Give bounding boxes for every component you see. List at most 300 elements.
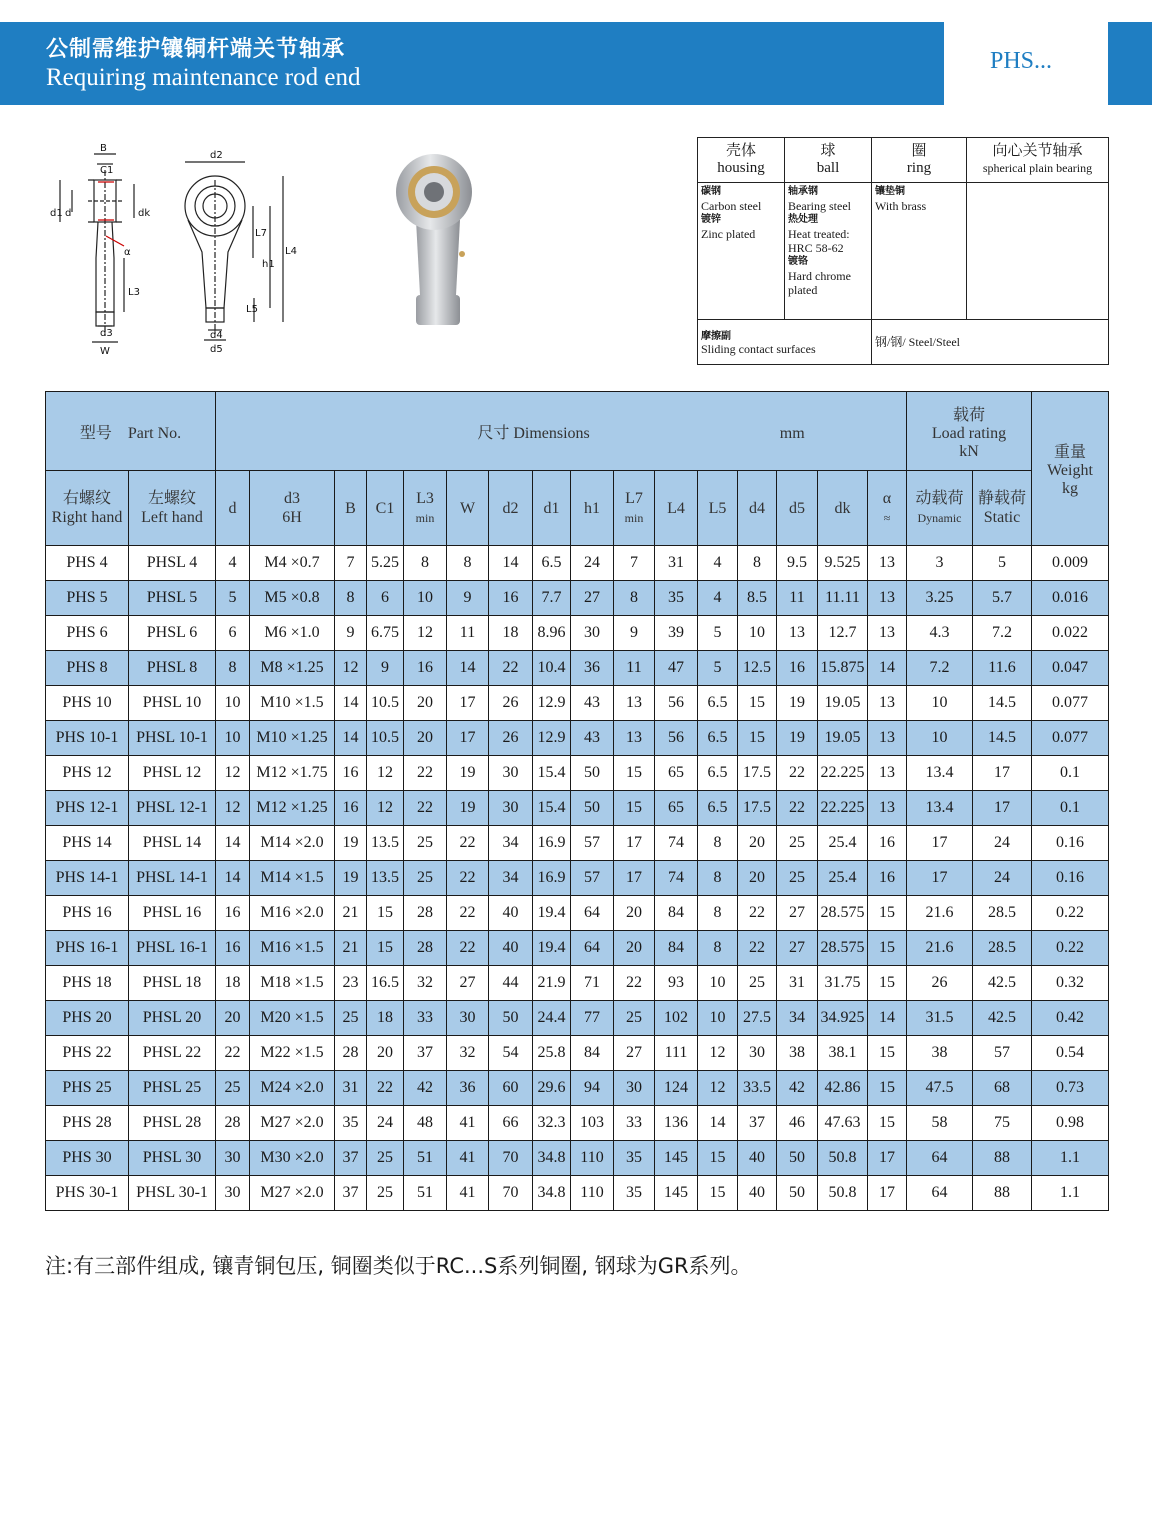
table-cell: 13.5 <box>367 826 404 861</box>
table-cell: 0.16 <box>1032 826 1109 861</box>
table-cell: 0.009 <box>1032 546 1109 581</box>
table-cell: 16 <box>868 826 907 861</box>
table-cell: 11.6 <box>973 651 1032 686</box>
table-cell: PHS 18 <box>46 966 129 1001</box>
col-B: B <box>335 471 367 546</box>
col-d3: d3 6H <box>250 471 335 546</box>
table-row <box>46 581 1109 616</box>
table-cell: 38 <box>777 1036 818 1071</box>
table-cell: 0.73 <box>1032 1071 1109 1106</box>
table-cell: 20 <box>404 721 447 756</box>
table-cell: 66 <box>489 1106 533 1141</box>
table-cell: 25 <box>367 1176 404 1211</box>
table-cell: 14 <box>216 826 250 861</box>
table-cell: PHSL 4 <box>129 546 216 581</box>
table-cell: 28 <box>216 1106 250 1141</box>
table-cell: 31.75 <box>818 966 868 1001</box>
col-d4: d4 <box>738 471 777 546</box>
table-cell: 136 <box>655 1106 698 1141</box>
table-cell: 84 <box>655 931 698 966</box>
table-cell: 43 <box>571 686 614 721</box>
table-cell: 12.9 <box>533 721 571 756</box>
table-cell: 14 <box>216 861 250 896</box>
table-cell: 15 <box>614 791 655 826</box>
table-cell: 6.5 <box>698 791 738 826</box>
table-cell: 16 <box>868 861 907 896</box>
table-cell: 4 <box>698 581 738 616</box>
table-cell: 46 <box>777 1106 818 1141</box>
table-cell: 5 <box>216 581 250 616</box>
table-cell: 25 <box>335 1001 367 1036</box>
table-cell: 13.4 <box>907 756 973 791</box>
table-row <box>46 826 1109 861</box>
table-cell: 10 <box>738 616 777 651</box>
table-cell: 34.8 <box>533 1176 571 1211</box>
table-cell: 71 <box>571 966 614 1001</box>
table-cell: 50 <box>777 1176 818 1211</box>
table-cell: 19.4 <box>533 896 571 931</box>
table-cell: 70 <box>489 1141 533 1176</box>
table-cell: 18 <box>489 616 533 651</box>
table-cell: 51 <box>404 1176 447 1211</box>
table-cell: 22 <box>489 651 533 686</box>
col-d1: d1 <box>533 471 571 546</box>
table-cell: M27 ×2.0 <box>250 1176 335 1211</box>
table-cell: 32.3 <box>533 1106 571 1141</box>
table-cell: 5 <box>698 616 738 651</box>
table-cell: 40 <box>489 931 533 966</box>
table-cell: 20 <box>404 686 447 721</box>
table-cell: M16 ×1.5 <box>250 931 335 966</box>
table-cell: 17 <box>907 826 973 861</box>
table-cell: 110 <box>571 1176 614 1211</box>
title-zh: 公制需维护镶铜杆端关节轴承 <box>46 37 346 62</box>
table-cell: 31 <box>777 966 818 1001</box>
table-cell: 56 <box>655 686 698 721</box>
table-cell: PHS 14-1 <box>46 861 129 896</box>
col-L4: L4 <box>655 471 698 546</box>
table-cell: 0.98 <box>1032 1106 1109 1141</box>
table-cell: 8 <box>698 931 738 966</box>
table-cell: 8 <box>404 546 447 581</box>
dimensions-table <box>45 391 1109 1211</box>
table-cell: 70 <box>489 1176 533 1211</box>
table-cell: 33 <box>614 1106 655 1141</box>
dim-label-C1: C1 <box>100 165 114 176</box>
table-cell: 1.1 <box>1032 1141 1109 1176</box>
table-cell: 36 <box>447 1071 489 1106</box>
table-cell: 15 <box>868 1036 907 1071</box>
table-cell: 24 <box>973 861 1032 896</box>
technical-drawing <box>48 140 300 362</box>
table-cell: 14 <box>335 721 367 756</box>
table-cell: 30 <box>447 1001 489 1036</box>
mat-sliding-label: 摩擦副 Sliding contact surfaces <box>698 319 872 364</box>
table-cell: 10 <box>404 581 447 616</box>
dim-label-d5: d5 <box>210 344 223 355</box>
table-cell: 10.4 <box>533 651 571 686</box>
table-cell: 21.6 <box>907 896 973 931</box>
table-cell: 64 <box>907 1141 973 1176</box>
table-cell: 15 <box>367 931 404 966</box>
table-cell: 41 <box>447 1141 489 1176</box>
table-cell: 0.42 <box>1032 1001 1109 1036</box>
table-cell: PHSL 16-1 <box>129 931 216 966</box>
table-cell: 22 <box>738 931 777 966</box>
title-banner <box>0 22 944 105</box>
table-cell: 10 <box>698 966 738 1001</box>
table-cell: M30 ×2.0 <box>250 1141 335 1176</box>
table-cell: 19.05 <box>818 721 868 756</box>
table-cell: 58 <box>907 1106 973 1141</box>
table-cell: 15.4 <box>533 791 571 826</box>
table-cell: PHSL 28 <box>129 1106 216 1141</box>
table-cell: M14 ×1.5 <box>250 861 335 896</box>
table-cell: 14 <box>868 651 907 686</box>
table-cell: 39 <box>655 616 698 651</box>
col-d2: d2 <box>489 471 533 546</box>
table-cell: 41 <box>447 1106 489 1141</box>
table-cell: 30 <box>216 1176 250 1211</box>
table-cell: 0.22 <box>1032 931 1109 966</box>
table-cell: PHS 12 <box>46 756 129 791</box>
table-cell: PHS 16-1 <box>46 931 129 966</box>
table-cell: 25 <box>738 966 777 1001</box>
table-cell: 22 <box>216 1036 250 1071</box>
table-cell: M6 ×1.0 <box>250 616 335 651</box>
table-cell: 22 <box>447 861 489 896</box>
table-cell: 34.8 <box>533 1141 571 1176</box>
table-row <box>46 1176 1109 1211</box>
table-cell: 12 <box>367 756 404 791</box>
table-cell: 8 <box>698 896 738 931</box>
table-cell: 30 <box>614 1071 655 1106</box>
table-row <box>46 546 1109 581</box>
table-cell: 25 <box>404 861 447 896</box>
table-cell: 50.8 <box>818 1176 868 1211</box>
table-cell: PHSL 6 <box>129 616 216 651</box>
table-row <box>46 896 1109 931</box>
table-cell: 75 <box>973 1106 1032 1141</box>
series-label: PHS... <box>990 48 1053 74</box>
table-cell: 13 <box>868 581 907 616</box>
table-cell: 145 <box>655 1176 698 1211</box>
table-cell: 25.8 <box>533 1036 571 1071</box>
table-cell: 11 <box>614 651 655 686</box>
table-cell: 6.5 <box>533 546 571 581</box>
table-cell: 6 <box>367 581 404 616</box>
table-cell: 38.1 <box>818 1036 868 1071</box>
table-cell: 37 <box>404 1036 447 1071</box>
table-cell: M18 ×1.5 <box>250 966 335 1001</box>
table-cell: 14 <box>447 651 489 686</box>
table-cell: 34 <box>489 861 533 896</box>
table-row <box>46 966 1109 1001</box>
table-cell: 50 <box>571 791 614 826</box>
table-cell: 15 <box>868 931 907 966</box>
table-cell: 10 <box>907 721 973 756</box>
table-cell: 17.5 <box>738 756 777 791</box>
table-cell: 13.5 <box>367 861 404 896</box>
table-cell: PHSL 22 <box>129 1036 216 1071</box>
table-cell: M27 ×2.0 <box>250 1106 335 1141</box>
table-cell: 19 <box>447 791 489 826</box>
table-cell: 18 <box>367 1001 404 1036</box>
table-cell: 13.4 <box>907 791 973 826</box>
table-cell: 88 <box>973 1176 1032 1211</box>
dimensions-header: 尺寸 Dimensions mm <box>216 392 907 471</box>
table-cell: 12 <box>216 791 250 826</box>
table-cell: 51 <box>404 1141 447 1176</box>
table-cell: PHSL 16 <box>129 896 216 931</box>
table-cell: 5 <box>698 651 738 686</box>
table-cell: 6.5 <box>698 756 738 791</box>
dim-label-B: B <box>100 143 107 154</box>
table-cell: 17 <box>907 861 973 896</box>
table-cell: 56 <box>655 721 698 756</box>
table-cell: 19 <box>777 721 818 756</box>
table-cell: 74 <box>655 826 698 861</box>
table-cell: PHS 25 <box>46 1071 129 1106</box>
table-cell: 6.5 <box>698 686 738 721</box>
table-cell: 16.9 <box>533 861 571 896</box>
table-cell: M24 ×2.0 <box>250 1071 335 1106</box>
table-row <box>46 1106 1109 1141</box>
table-cell: 30 <box>738 1036 777 1071</box>
col-W: W <box>447 471 489 546</box>
table-cell: 28 <box>404 931 447 966</box>
table-cell: 19 <box>777 686 818 721</box>
table-cell: PHSL 30 <box>129 1141 216 1176</box>
footnote: 注:有三部件组成, 镶青铜包压, 铜圈类似于RC...S系列铜圈, 钢球为GR系列。 <box>45 1254 752 1278</box>
col-dk: dk <box>818 471 868 546</box>
mat-header-housing: 壳体 housing <box>698 138 785 183</box>
table-cell: 24 <box>571 546 614 581</box>
table-cell: 7.7 <box>533 581 571 616</box>
table-cell: 17 <box>868 1141 907 1176</box>
table-cell: 8 <box>335 581 367 616</box>
table-cell: 42 <box>777 1071 818 1106</box>
table-cell: 110 <box>571 1141 614 1176</box>
table-cell: 30 <box>489 791 533 826</box>
table-cell: 13 <box>868 721 907 756</box>
table-cell: M12 ×1.75 <box>250 756 335 791</box>
table-cell: 16 <box>777 651 818 686</box>
table-row <box>46 686 1109 721</box>
col-L7: L7 min <box>614 471 655 546</box>
table-cell: 15 <box>698 1176 738 1211</box>
table-cell: PHS 20 <box>46 1001 129 1036</box>
table-cell: 17 <box>614 861 655 896</box>
dim-label-L3: L3 <box>128 287 140 298</box>
table-cell: 11 <box>777 581 818 616</box>
table-cell: 10.5 <box>367 686 404 721</box>
table-cell: 7 <box>614 546 655 581</box>
table-cell: 31 <box>335 1071 367 1106</box>
table-cell: 30 <box>216 1141 250 1176</box>
table-cell: 19.4 <box>533 931 571 966</box>
table-cell: M5 ×0.8 <box>250 581 335 616</box>
table-cell: 28.575 <box>818 896 868 931</box>
table-cell: 10.5 <box>367 721 404 756</box>
table-cell: 25 <box>216 1071 250 1106</box>
table-cell: 77 <box>571 1001 614 1036</box>
table-cell: 57 <box>571 861 614 896</box>
col-L3: L3 min <box>404 471 447 546</box>
table-cell: 47.63 <box>818 1106 868 1141</box>
table-cell: M8 ×1.25 <box>250 651 335 686</box>
mat-bearing <box>967 183 1109 319</box>
table-cell: M16 ×2.0 <box>250 896 335 931</box>
table-row <box>46 651 1109 686</box>
table-cell: 9 <box>614 616 655 651</box>
table-cell: 15.875 <box>818 651 868 686</box>
table-cell: 7.2 <box>907 651 973 686</box>
table-cell: 13 <box>868 686 907 721</box>
col-L5: L5 <box>698 471 738 546</box>
table-cell: PHSL 14-1 <box>129 861 216 896</box>
table-cell: M10 ×1.25 <box>250 721 335 756</box>
table-cell: 15 <box>868 1071 907 1106</box>
table-cell: 35 <box>614 1141 655 1176</box>
table-cell: 9.5 <box>777 546 818 581</box>
table-cell: 0.1 <box>1032 791 1109 826</box>
table-cell: 13 <box>868 546 907 581</box>
table-row <box>46 1141 1109 1176</box>
table-cell: PHS 14 <box>46 826 129 861</box>
table-cell: 27 <box>777 931 818 966</box>
table-cell: 68 <box>973 1071 1032 1106</box>
table-cell: 12 <box>367 791 404 826</box>
table-cell: 8 <box>447 546 489 581</box>
table-cell: 27 <box>447 966 489 1001</box>
table-cell: 16.9 <box>533 826 571 861</box>
table-cell: 13 <box>777 616 818 651</box>
table-row <box>46 931 1109 966</box>
table-cell: 13 <box>614 686 655 721</box>
dim-label-h1: h1 <box>262 259 275 270</box>
table-cell: 25 <box>367 1141 404 1176</box>
table-cell: 47 <box>655 651 698 686</box>
table-cell: PHSL 14 <box>129 826 216 861</box>
table-cell: PHS 4 <box>46 546 129 581</box>
table-cell: 35 <box>614 1176 655 1211</box>
table-cell: 21.9 <box>533 966 571 1001</box>
table-cell: 28.5 <box>973 931 1032 966</box>
table-cell: 17 <box>447 721 489 756</box>
table-cell: 6.5 <box>698 721 738 756</box>
table-cell: 22 <box>614 966 655 1001</box>
table-cell: 1.1 <box>1032 1176 1109 1211</box>
table-cell: 16 <box>216 931 250 966</box>
table-cell: 21.6 <box>907 931 973 966</box>
table-cell: 14.5 <box>973 686 1032 721</box>
table-cell: 4 <box>216 546 250 581</box>
table-cell: 26 <box>489 686 533 721</box>
dimensions-body <box>46 546 1109 1211</box>
table-cell: 22 <box>738 896 777 931</box>
table-cell: 21 <box>335 931 367 966</box>
product-photo <box>388 150 488 330</box>
table-cell: 13 <box>868 756 907 791</box>
table-cell: 40 <box>738 1176 777 1211</box>
table-cell: 84 <box>655 896 698 931</box>
side-accent-bar <box>1108 22 1152 105</box>
mat-header-bearing: 向心关节轴承 spherical plain bearing <box>967 138 1109 183</box>
table-cell: M20 ×1.5 <box>250 1001 335 1036</box>
table-cell: 20 <box>367 1036 404 1071</box>
table-cell: 0.32 <box>1032 966 1109 1001</box>
table-cell: 6.75 <box>367 616 404 651</box>
table-cell: 20 <box>216 1001 250 1036</box>
table-cell: 0.022 <box>1032 616 1109 651</box>
dim-label-d2: d2 <box>210 150 223 161</box>
table-cell: 22 <box>404 791 447 826</box>
dim-label-L4: L4 <box>285 246 297 257</box>
table-cell: 74 <box>655 861 698 896</box>
table-cell: 9 <box>335 616 367 651</box>
table-cell: 27 <box>571 581 614 616</box>
table-cell: 16.5 <box>367 966 404 1001</box>
table-cell: 28 <box>335 1036 367 1071</box>
dim-label-d3: d3 <box>100 328 113 339</box>
table-cell: 0.22 <box>1032 896 1109 931</box>
table-cell: 64 <box>571 931 614 966</box>
table-cell: 12.5 <box>738 651 777 686</box>
table-cell: 19.05 <box>818 686 868 721</box>
table-cell: 50 <box>777 1141 818 1176</box>
table-cell: 34 <box>489 826 533 861</box>
table-cell: 145 <box>655 1141 698 1176</box>
table-cell: 10 <box>216 721 250 756</box>
table-cell: 4 <box>698 546 738 581</box>
table-cell: 0.077 <box>1032 686 1109 721</box>
table-cell: 5.7 <box>973 581 1032 616</box>
table-cell: 47.5 <box>907 1071 973 1106</box>
table-cell: 10 <box>907 686 973 721</box>
table-cell: 57 <box>973 1036 1032 1071</box>
weight-header: 重量 Weight kg <box>1032 392 1109 546</box>
table-cell: 15 <box>868 896 907 931</box>
table-cell: 0.047 <box>1032 651 1109 686</box>
table-cell: 6 <box>216 616 250 651</box>
table-cell: 64 <box>907 1176 973 1211</box>
table-cell: 18 <box>216 966 250 1001</box>
table-cell: 29.6 <box>533 1071 571 1106</box>
table-cell: 3 <box>907 546 973 581</box>
table-row <box>46 616 1109 651</box>
table-cell: 5 <box>973 546 1032 581</box>
title-en: Requiring maintenance rod end <box>46 64 361 91</box>
table-cell: 25 <box>614 1001 655 1036</box>
table-cell: 8 <box>216 651 250 686</box>
table-cell: 0.1 <box>1032 756 1109 791</box>
table-cell: 25 <box>404 826 447 861</box>
dim-label-d1: d1 <box>50 208 63 219</box>
table-cell: 7.2 <box>973 616 1032 651</box>
table-cell: 22 <box>404 756 447 791</box>
table-cell: 14 <box>698 1106 738 1141</box>
part-no-header: 型号 Part No. <box>46 392 216 471</box>
load-rating-header: 载荷 Load rating kN <box>907 392 1032 471</box>
table-cell: 22 <box>367 1071 404 1106</box>
table-cell: 12 <box>404 616 447 651</box>
table-cell: 0.016 <box>1032 581 1109 616</box>
col-C1: C1 <box>367 471 404 546</box>
table-cell: 65 <box>655 756 698 791</box>
col-h1: h1 <box>571 471 614 546</box>
table-cell: 17 <box>447 686 489 721</box>
